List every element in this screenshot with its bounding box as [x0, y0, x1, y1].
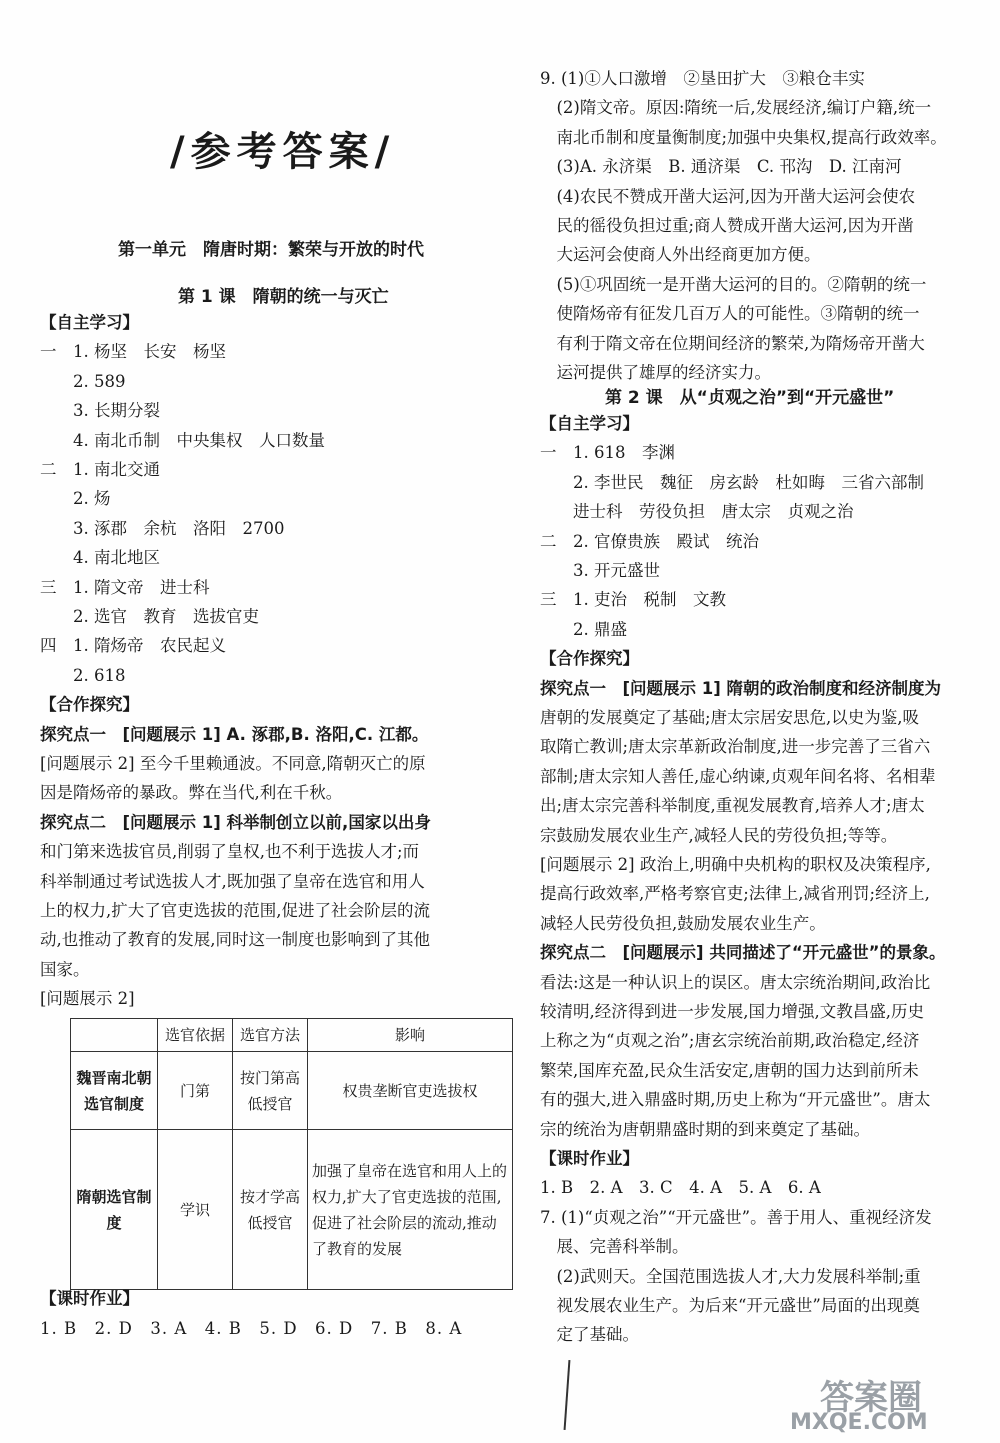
text-line: 二 1. 南北交通 [40, 460, 160, 479]
table-cell: 加强了皇帝在选官和用人上的权力,扩大了官吏选拔的范围,促进了社会阶层的流动,推动了教育的发展 [308, 1130, 513, 1290]
text-line: 一 1. 618 李渊 [540, 443, 675, 463]
text-line: 探究点二 [问题展示] 共同描述了“开元盛世”的景象。 [540, 943, 946, 963]
text-line: 出;唐太宗完善科举制度,重视发展教育,培养人才;唐太 [540, 796, 925, 816]
text-line: 二 2. 官僚贵族 殿试 统治 [540, 531, 759, 551]
text-line: (2)武则天。全国范围选拔人才,大力发展科举制;重 [540, 1266, 921, 1286]
text-line: (3)A. 永济渠 B. 通济渠 C. 邗沟 D. 江南河 [540, 157, 902, 177]
text-line: 2. 炀 [40, 489, 111, 509]
page-title: /参考答案/ [170, 129, 396, 175]
text-line: 和门第来选拔官员,削弱了皇权,也不利于选拔人才;而 [40, 842, 420, 862]
text-line: 4. 南北币制 中央集权 人口数量 [40, 430, 325, 450]
text-line: 定了基础。 [540, 1325, 639, 1345]
text-line: 一 1. 杨坚 长安 杨坚 [40, 342, 226, 362]
text-line: 探究点一 [问题展示 1] 隋朝的政治制度和经济制度为 [540, 678, 942, 698]
homework-heading: 【课时作业】 [40, 1289, 139, 1308]
table-cell: 隋朝选官制度 [71, 1130, 158, 1290]
text-line: 运河提供了雄厚的经济实力。 [540, 363, 771, 382]
table-cell: 权贵垄断官吏选拔权 [308, 1052, 513, 1130]
text-line: 2. 589 [40, 371, 126, 391]
text-line: 看法:这是一种认识上的误区。唐太宗统治期间,政治比 [540, 972, 931, 992]
text-line: 国家。 [40, 959, 90, 979]
text-line: 【合作探究】 [40, 695, 139, 715]
table-cell: 按门第高低授官 [233, 1052, 308, 1130]
text-line: [问题展示 2] [40, 989, 135, 1009]
text-line: 【课时作业】 [540, 1149, 639, 1168]
text-line: 大运河会使商人外出经商更加方便。 [540, 245, 821, 265]
text-line: 科举制通过考试选拔人才,既加强了皇帝在选官和用人 [40, 871, 425, 891]
text-line: 2. 鼎盛 [540, 619, 627, 639]
text-line: 三 1. 吏治 税制 文教 [540, 590, 726, 610]
text-line: 3. 长期分裂 [40, 401, 160, 421]
text-line: 取隋亡教训;唐太宗革新政治制度,进一步完善了三省六 [540, 737, 931, 757]
table-cell: 学识 [158, 1130, 233, 1290]
text-line: [问题展示 2] 政治上,明确中央机构的职权及决策程序, [540, 855, 931, 874]
text-line: 提高行政效率,严格考察官吏;法律上,减省刑罚;经济上, [540, 884, 930, 904]
text-line: 进士科 劳役负担 唐太宗 贞观之治 [540, 502, 854, 522]
lesson2-heading: 第 2 课 从“贞观之治”到“开元盛世” [605, 388, 895, 408]
watermark-url: MXQE.COM [790, 1410, 928, 1435]
text-line: [问题展示 2] 至今千里赖通波。不同意,隋朝灭亡的原 [40, 754, 426, 773]
text-line: 上的权力,扩大了官吏选拔的范围,促进了社会阶层的流 [40, 901, 430, 920]
text-line: 减轻人民劳役负担,鼓励发展农业生产。 [540, 913, 826, 933]
watermark-logo: 答案圈 [820, 1378, 922, 1418]
text-line: 动,也推动了教育的发展,同时这一制度也影响到了其他 [40, 930, 430, 950]
text-line: 使隋炀帝有征发几百万人的可能性。③隋朝的统一 [540, 304, 920, 324]
table-header: 选官方法 [233, 1019, 308, 1052]
table-header: 选官依据 [158, 1019, 233, 1052]
text-line: 1. B 2. A 3. C 4. A 5. A 6. A [540, 1178, 821, 1198]
text-line: 展、完善科举制。 [540, 1237, 689, 1257]
unit-heading: 第一单元 隋唐时期：繁荣与开放的时代 [118, 240, 424, 260]
table-cell: 魏晋南北朝选官制度 [71, 1052, 158, 1130]
text-line: 9. (1)①人口激增 ②垦田扩大 ③粮仓丰实 [540, 69, 865, 88]
text-line: 2. 选官 教育 选拔官吏 [40, 607, 259, 626]
text-line: 上称之为“贞观之治”;唐玄宗统治前期,政治稳定,经济 [540, 1031, 920, 1051]
text-line: 民的徭役负担过重;商人赞成开凿大运河,因为开凿 [540, 216, 914, 235]
homework-answers: 1. B 2. D 3. A 4. B 5. D 6. D 7. B 8. A [40, 1319, 463, 1338]
text-line: 四 1. 隋炀帝 农民起义 [40, 636, 226, 656]
text-line: (2)隋文帝。原因:隋统一后,发展经济,编订户籍,统一 [540, 98, 932, 118]
selection-comparison-table [70, 1018, 513, 1290]
text-line: 繁荣,国库充盈,民众生活安定,唐朝的国力达到前所未 [540, 1060, 919, 1080]
text-line: 有利于隋文帝在位期间经济的繁荣,为隋炀帝开凿大 [540, 333, 925, 353]
table-cell: 门第 [158, 1052, 233, 1130]
text-line: 有的强大,进入鼎盛时期,历史上称为“开元盛世”。唐太 [540, 1090, 931, 1110]
text-line: 宗的统治为唐朝鼎盛时期的到来奠定了基础。 [540, 1119, 870, 1139]
text-line: 较清明,经济得到进一步发展,国力增强,文教昌盛,历史 [540, 1002, 924, 1021]
text-line: 【自主学习】 [540, 414, 639, 433]
text-line: 2. 618 [40, 665, 126, 685]
lesson1-heading: 第 1 课 隋朝的统一与灭亡 [178, 287, 389, 307]
table-header [71, 1019, 158, 1052]
text-line: 部制;唐太宗知人善任,虚心纳谏,贞观年间名将、名相辈 [540, 766, 936, 786]
text-line: 4. 南北地区 [40, 548, 160, 568]
text-line: 2. 李世民 魏征 房玄龄 杜如晦 三省六部制 [540, 472, 924, 492]
text-line: 三 1. 隋文帝 进士科 [40, 577, 210, 597]
text-line: 南北币制和度量衡制度;加强中央集权,提高行政效率。 [540, 127, 947, 147]
text-line: 【合作探究】 [540, 649, 639, 669]
text-line: 唐朝的发展奠定了基础;唐太宗居安思危,以史为鉴,吸 [540, 708, 920, 727]
text-line: 探究点二 [问题展示 1] 科举制创立以前,国家以出身 [40, 812, 431, 832]
text-line: 【自主学习】 [40, 313, 139, 332]
text-line: 3. 开元盛世 [540, 561, 660, 580]
table-header: 影响 [308, 1019, 513, 1052]
text-line: 3. 涿郡 余杭 洛阳 2700 [40, 518, 285, 538]
table-cell: 按才学高低授官 [233, 1130, 308, 1290]
text-line: (4)农民不赞成开凿大运河,因为开凿大运河会使农 [540, 186, 916, 206]
text-line: 视发展农业生产。为后来“开元盛世”局面的出现奠 [540, 1296, 920, 1315]
text-line: 因是隋炀帝的暴政。弊在当代,利在千秋。 [40, 783, 343, 803]
pen-mark [564, 1360, 571, 1430]
text-line: 探究点一 [问题展示 1] A. 涿郡,B. 洛阳,C. 江都。 [40, 724, 429, 744]
text-line: 7. (1)“贞观之治”“开元盛世”。善于用人、重视经济发 [540, 1207, 932, 1227]
text-line: 宗鼓励发展农业生产,减轻人民的劳役负担;等等。 [540, 825, 898, 845]
text-line: (5)①巩固统一是开凿大运河的目的。②隋朝的统一 [540, 274, 927, 294]
